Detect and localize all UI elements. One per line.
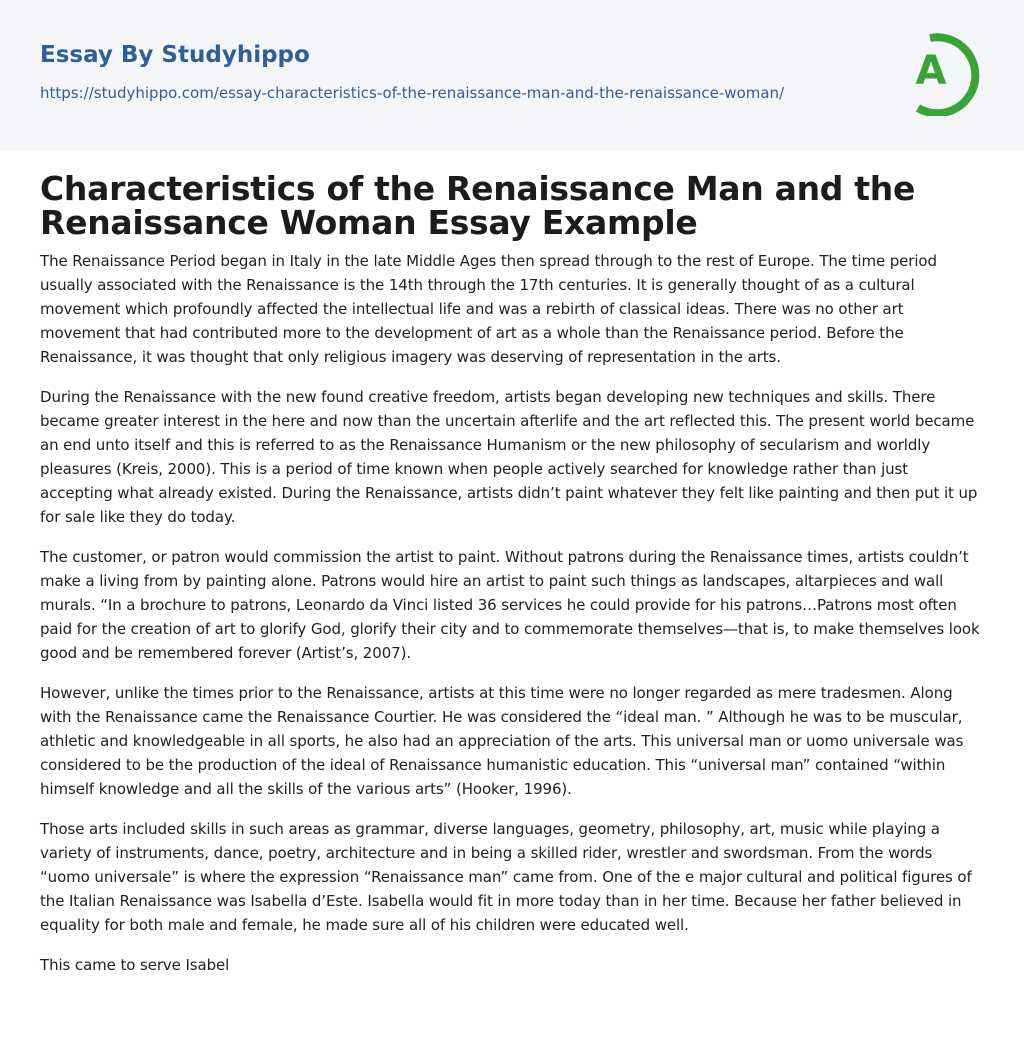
essay-paragraph-2: During the Renaissance with the new found creative freedom, artists began developing new techniques and skills. There became greater interest in the here and now than the uncertain afterlife and the art reflected this. The present world became an end unto itself and this is referred to as the Renaissance Humanism or the new philosophy of secularism and worldly pleasures (Kreis, 2000). This is a period of time known when people actively searched for knowledge rather than just accepting what already existed. During the Renaissance, artists didn’t paint whatever they felt like painting and then put it up for sale like they do today. (40, 388, 978, 526)
essay-title: Characteristics of the Renaissance Man and the Renaissance Woman Essay Example (40, 169, 916, 242)
essay-paragraph-3: The customer, or patron would commission the artist to paint. Without patrons during the Renaissance times, artists couldn’t make a living from by painting alone. Patrons would hire an artist to paint such things as landscapes, altarpieces and wall murals. “In a brochure to patrons, Leonardo da Vinci listed 36 services he could provide for his patrons…Patrons most often paid for the creation of art to glorify God, glorify their city and to commemorate themselves—that is, to make themselves look good and be remembered forever (Artist’s, 2007). (40, 548, 980, 662)
logo-letter: A (915, 48, 947, 94)
source-url-link[interactable]: https://studyhippo.com/essay-characteristics-of-the-renaissance-man-and-the-renaissance-woman/ (40, 84, 785, 102)
essay-paragraph-4: However, unlike the times prior to the Renaissance, artists at this time were no longer regarded as mere tradesmen. Along with the Renaissance came the Renaissance Courtier. He was considered the “ideal man. ” Although he was to be muscular, athletic and knowledgeable in all sports, he also had an appreciation of the arts. This universal man or uomo universale was considered to be the production of the ideal of Renaissance humanistic education. This “universal man” contained “within himself knowledge and all the skills of the various arts” (Hooker, 1996). (40, 684, 964, 798)
essay-content (0, 169, 1024, 977)
essay-paragraph-6: This came to serve Isabel (40, 956, 230, 974)
site-header (0, 0, 1024, 150)
essay-paragraph-5: Those arts included skills in such areas as grammar, diverse languages, geometry, philosophy, art, music while playing a variety of instruments, dance, poetry, architecture and in being a skilled rider, wrestler and swordsman. From the words “uomo universale” is where the expression “Renaissance man” came from. One of the e major cultural and political figures of the Italian Renaissance was Isabella d’Este. Isabella would fit in more today than in her time. Because her father believed in equality for both male and female, he made sure all of his children were educated well. (40, 820, 972, 934)
site-title[interactable]: Essay By Studyhippo (40, 42, 310, 68)
essay-paragraph-1: The Renaissance Period began in Italy in the late Middle Ages then spread through to the rest of Europe. The time period usually associated with the Renaissance is the 14th through the 17th centuries. It is generally thought of as a cultural movement which profoundly affected the intellectual life and was a rebirth of classical ideas. There was no other art movement that had contributed more to the development of art as a whole than the Renaissance period. Before the Renaissance, it was thought that only religious imagery was deserving of representation in the arts. (40, 252, 937, 366)
studyhippo-logo-icon[interactable] (900, 28, 988, 116)
